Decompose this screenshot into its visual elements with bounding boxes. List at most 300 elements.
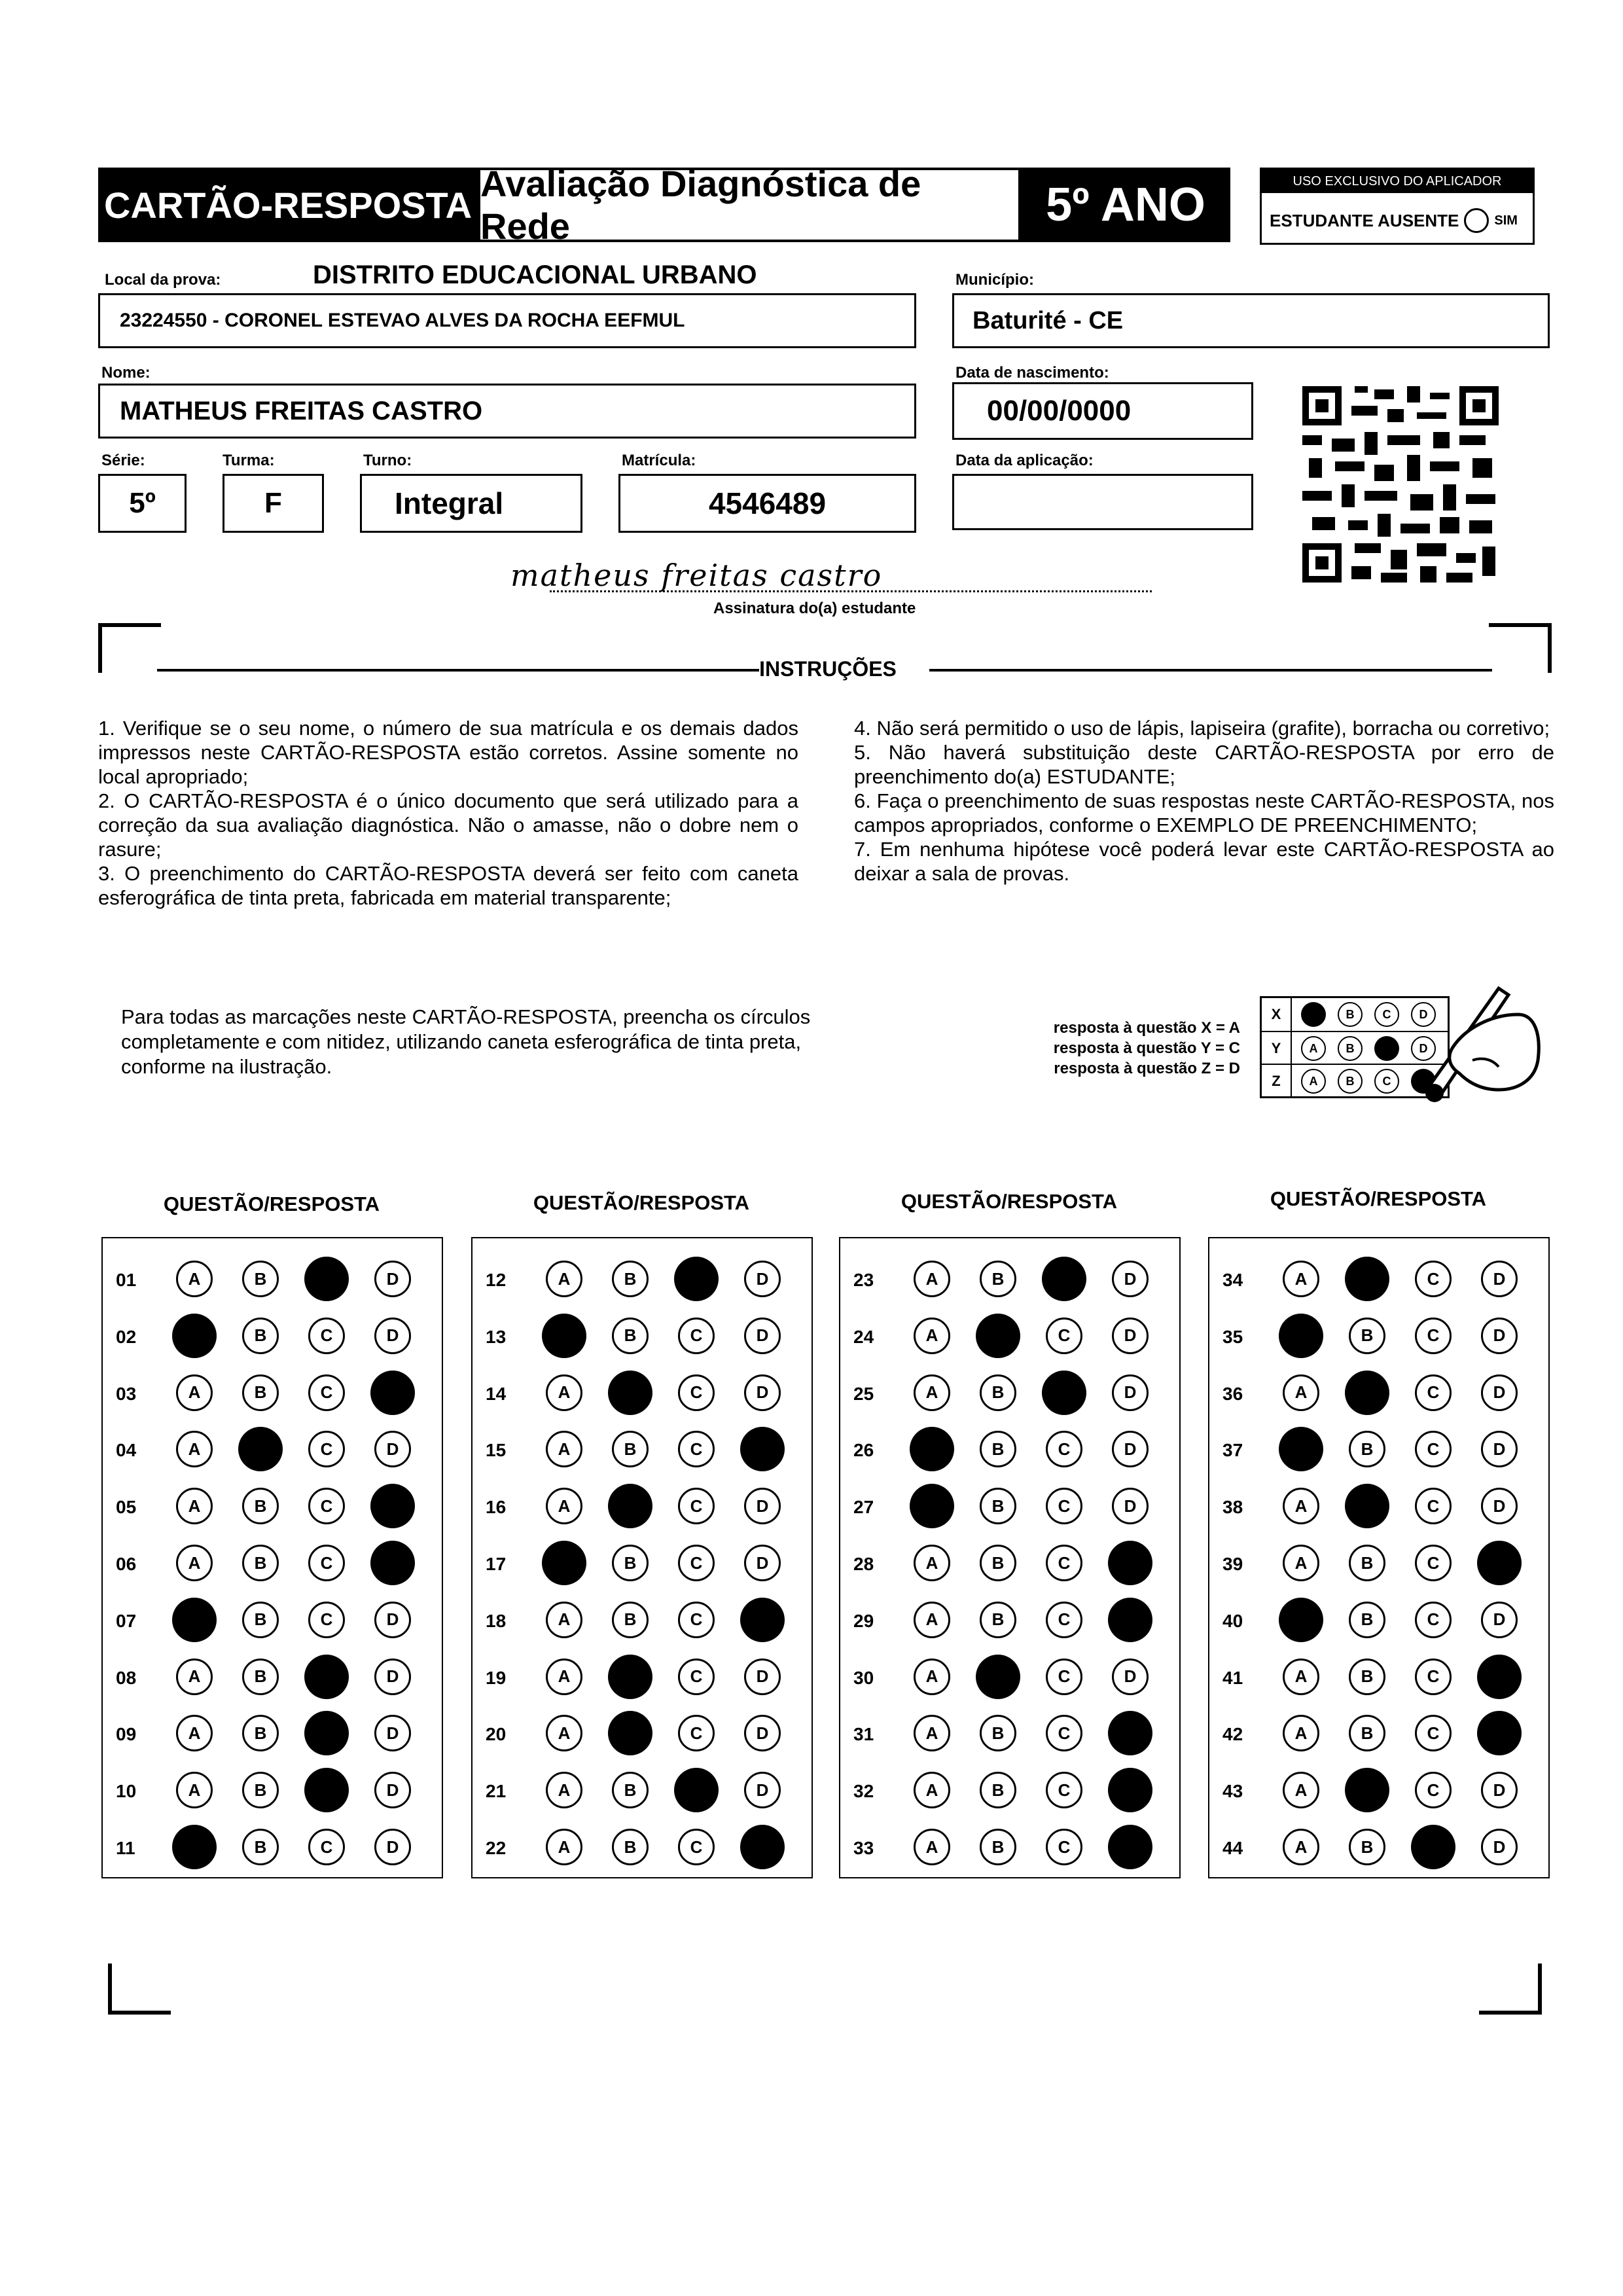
answer-bubble-b[interactable]: B bbox=[242, 1488, 279, 1524]
answer-bubble-d[interactable] bbox=[1108, 1711, 1152, 1755]
answer-bubble-b[interactable] bbox=[976, 1655, 1020, 1699]
answer-bubble-d[interactable]: D bbox=[744, 1772, 781, 1808]
answer-row bbox=[473, 1369, 812, 1416]
answer-bubble-b[interactable]: B bbox=[242, 1715, 279, 1751]
answer-bubble-b[interactable]: B bbox=[242, 1261, 279, 1297]
example-legend-x: resposta à questão X = A bbox=[1053, 1019, 1240, 1037]
answer-row bbox=[473, 1653, 812, 1700]
answer-bubble-b[interactable]: B bbox=[980, 1602, 1016, 1638]
corner-mark-top-left bbox=[98, 623, 161, 673]
question-number: 02 bbox=[116, 1326, 137, 1347]
answer-bubble-c[interactable]: C bbox=[1046, 1488, 1082, 1524]
grade-text: 5º ANO bbox=[1046, 179, 1205, 231]
question-number: 06 bbox=[116, 1554, 137, 1574]
answer-bubble-d[interactable] bbox=[1108, 1598, 1152, 1642]
instruction-5: 5. Não haverá substituição deste CARTÃO-RESPOSTA por erro de preenchimento do(a) ESTUDANTE; bbox=[854, 741, 1554, 788]
answer-bubble-d[interactable]: D bbox=[1112, 1431, 1149, 1467]
question-number: 07 bbox=[116, 1610, 137, 1631]
answer-bubble-a[interactable]: A bbox=[546, 1659, 582, 1695]
answer-row bbox=[473, 1710, 812, 1757]
example-bubble-c bbox=[1374, 1036, 1399, 1061]
answer-bubble-d[interactable]: D bbox=[374, 1318, 411, 1354]
answer-bubble-a[interactable]: A bbox=[1283, 1545, 1319, 1581]
corner-mark-bottom-left bbox=[108, 1964, 171, 2015]
answer-bubble-d[interactable]: D bbox=[744, 1318, 781, 1354]
answer-row bbox=[1209, 1312, 1548, 1359]
answer-bubble-a[interactable]: A bbox=[914, 1715, 950, 1751]
answer-bubble-c[interactable]: C bbox=[308, 1318, 345, 1354]
answer-row bbox=[103, 1653, 442, 1700]
municipio-field bbox=[952, 293, 1550, 348]
question-number: 12 bbox=[486, 1270, 507, 1290]
question-number: 15 bbox=[486, 1440, 507, 1461]
answer-bubble-a[interactable]: A bbox=[914, 1602, 950, 1638]
nascimento-field bbox=[952, 382, 1253, 440]
answer-bubble-a[interactable]: A bbox=[1283, 1261, 1319, 1297]
corner-mark-top-right bbox=[1489, 623, 1552, 673]
answer-bubble-b[interactable]: B bbox=[980, 1431, 1016, 1467]
answer-bubble-c[interactable]: C bbox=[308, 1602, 345, 1638]
answer-bubble-a[interactable]: A bbox=[914, 1261, 950, 1297]
answer-bubble-b[interactable] bbox=[976, 1314, 1020, 1358]
answer-bubble-c[interactable]: C bbox=[678, 1715, 715, 1751]
example-bubble-b: B bbox=[1338, 1036, 1363, 1061]
answer-bubble-a[interactable]: A bbox=[176, 1488, 213, 1524]
answer-bubble-c[interactable] bbox=[304, 1711, 349, 1755]
answer-bubble-a[interactable]: A bbox=[1283, 1772, 1319, 1808]
answer-row bbox=[1209, 1710, 1548, 1757]
question-number: 44 bbox=[1222, 1838, 1243, 1858]
turma-field bbox=[223, 474, 324, 533]
answer-bubble-d[interactable]: D bbox=[744, 1715, 781, 1751]
answer-bubble-b[interactable] bbox=[1345, 1257, 1389, 1301]
answer-bubble-c[interactable] bbox=[304, 1655, 349, 1699]
question-number: 14 bbox=[486, 1383, 507, 1404]
instruction-3: 3. O preenchimento do CARTÃO-RESPOSTA deverá ser feito com caneta esferográfica de tinta preta, fabricada em material transparente; bbox=[98, 862, 798, 909]
instruction-6: 6. Faça o preenchimento de suas respostas neste CARTÃO-RESPOSTA, nos campos apropriados, conforme o EXEMPLO DE PREENCHIMENTO; bbox=[854, 789, 1554, 836]
answer-bubble-a[interactable] bbox=[542, 1541, 586, 1585]
answer-bubble-a[interactable]: A bbox=[546, 1374, 582, 1411]
answer-bubble-d[interactable]: D bbox=[1481, 1261, 1518, 1297]
example-bubble-b: B bbox=[1338, 1069, 1363, 1094]
answer-row bbox=[1209, 1596, 1548, 1643]
answer-bubble-c[interactable] bbox=[304, 1257, 349, 1301]
answer-bubble-c[interactable]: C bbox=[678, 1431, 715, 1467]
answer-bubble-d[interactable] bbox=[740, 1598, 785, 1642]
answer-bubble-a[interactable]: A bbox=[546, 1772, 582, 1808]
card-title bbox=[98, 168, 478, 242]
answer-bubble-c[interactable] bbox=[1042, 1371, 1086, 1415]
answer-bubble-a[interactable]: A bbox=[176, 1261, 213, 1297]
answer-bubble-d[interactable]: D bbox=[374, 1715, 411, 1751]
answer-bubble-b[interactable]: B bbox=[980, 1772, 1016, 1808]
answer-bubble-a[interactable]: A bbox=[176, 1374, 213, 1411]
answer-row bbox=[473, 1823, 812, 1871]
matricula-value: 4546489 bbox=[708, 486, 827, 520]
answer-bubble-c[interactable]: C bbox=[1046, 1715, 1082, 1751]
answer-bubble-d[interactable]: D bbox=[374, 1772, 411, 1808]
answer-bubble-b[interactable]: B bbox=[980, 1374, 1016, 1411]
answer-panel bbox=[839, 1237, 1181, 1878]
answer-bubble-c[interactable]: C bbox=[1415, 1715, 1452, 1751]
answer-bubble-a[interactable]: A bbox=[546, 1261, 582, 1297]
answer-bubble-d[interactable]: D bbox=[1481, 1829, 1518, 1865]
answer-bubble-d[interactable]: D bbox=[1112, 1488, 1149, 1524]
answer-bubble-d[interactable]: D bbox=[1481, 1374, 1518, 1411]
answer-bubble-b[interactable] bbox=[238, 1427, 283, 1471]
answer-bubble-b[interactable]: B bbox=[980, 1261, 1016, 1297]
answer-bubble-d[interactable]: D bbox=[1481, 1488, 1518, 1524]
answer-bubble-b[interactable]: B bbox=[612, 1545, 649, 1581]
answer-bubble-c[interactable]: C bbox=[308, 1488, 345, 1524]
answer-bubble-b[interactable]: B bbox=[980, 1488, 1016, 1524]
school-value: 23224550 - CORONEL ESTEVAO ALVES DA ROCHA EEFMUL bbox=[120, 310, 685, 331]
matricula-field bbox=[618, 474, 916, 533]
answer-bubble-b[interactable]: B bbox=[980, 1545, 1016, 1581]
answer-row bbox=[840, 1539, 1179, 1587]
serie-label: Série: bbox=[101, 452, 145, 469]
grade-label bbox=[1021, 168, 1230, 242]
answer-bubble-d[interactable]: D bbox=[374, 1829, 411, 1865]
instruction-2: 2. O CARTÃO-RESPOSTA é o único documento que será utilizado para a correção da sua avaliação diagnóstica. Não o amasse, não o dobre nem o rasure; bbox=[98, 789, 798, 861]
answer-row bbox=[840, 1596, 1179, 1643]
answer-bubble-d[interactable]: D bbox=[1481, 1772, 1518, 1808]
answer-bubble-a[interactable] bbox=[1279, 1427, 1323, 1471]
absent-checkbox[interactable] bbox=[1464, 208, 1489, 233]
answer-bubble-d[interactable]: D bbox=[374, 1659, 411, 1695]
answer-bubble-c[interactable]: C bbox=[1046, 1545, 1082, 1581]
serie-value: 5º bbox=[129, 487, 156, 519]
answer-bubble-b[interactable]: B bbox=[1349, 1318, 1385, 1354]
answer-bubble-c[interactable]: C bbox=[1046, 1602, 1082, 1638]
absent-label: ESTUDANTE AUSENTE bbox=[1270, 210, 1459, 230]
answer-bubble-b[interactable]: B bbox=[1349, 1602, 1385, 1638]
turno-label: Turno: bbox=[363, 452, 412, 469]
answer-bubble-d[interactable] bbox=[740, 1825, 785, 1869]
answer-bubble-d[interactable]: D bbox=[374, 1261, 411, 1297]
applicator-box bbox=[1260, 168, 1535, 245]
answer-bubble-a[interactable]: A bbox=[914, 1829, 950, 1865]
aplicacao-label: Data da aplicação: bbox=[955, 452, 1094, 469]
question-number: 25 bbox=[853, 1383, 874, 1404]
answer-bubble-c[interactable]: C bbox=[1415, 1261, 1452, 1297]
answer-bubble-c[interactable]: C bbox=[678, 1318, 715, 1354]
answer-row bbox=[1209, 1823, 1548, 1871]
question-number: 26 bbox=[853, 1440, 874, 1461]
answer-bubble-d[interactable] bbox=[1108, 1768, 1152, 1812]
question-number: 35 bbox=[1222, 1326, 1243, 1347]
turno-field bbox=[360, 474, 582, 533]
answer-row bbox=[103, 1539, 442, 1587]
answer-bubble-a[interactable]: A bbox=[176, 1659, 213, 1695]
answer-bubble-b[interactable]: B bbox=[242, 1374, 279, 1411]
answer-bubble-d[interactable]: D bbox=[744, 1261, 781, 1297]
question-number: 04 bbox=[116, 1440, 137, 1461]
answer-bubble-c[interactable]: C bbox=[308, 1374, 345, 1411]
answer-bubble-a[interactable]: A bbox=[914, 1659, 950, 1695]
answer-bubble-a[interactable]: A bbox=[1283, 1715, 1319, 1751]
answer-bubble-b[interactable]: B bbox=[242, 1318, 279, 1354]
answer-bubble-c[interactable]: C bbox=[678, 1659, 715, 1695]
answer-bubble-c[interactable]: C bbox=[1046, 1772, 1082, 1808]
answer-bubble-b[interactable]: B bbox=[612, 1431, 649, 1467]
question-number: 13 bbox=[486, 1326, 507, 1347]
answer-bubble-c[interactable]: C bbox=[308, 1829, 345, 1865]
answer-bubble-a[interactable]: A bbox=[176, 1545, 213, 1581]
answer-bubble-b[interactable] bbox=[1345, 1768, 1389, 1812]
answer-bubble-c[interactable]: C bbox=[1415, 1602, 1452, 1638]
question-number: 23 bbox=[853, 1270, 874, 1290]
answer-row bbox=[103, 1823, 442, 1871]
answer-bubble-d[interactable]: D bbox=[1481, 1318, 1518, 1354]
answer-row bbox=[1209, 1539, 1548, 1587]
instructions-right bbox=[854, 716, 1554, 886]
nascimento-value: 00/00/0000 bbox=[987, 395, 1132, 427]
exam-title bbox=[478, 163, 1021, 247]
answer-bubble-c[interactable]: C bbox=[678, 1829, 715, 1865]
answer-panel bbox=[101, 1237, 443, 1878]
answer-bubble-d[interactable] bbox=[1108, 1541, 1152, 1585]
answer-bubble-d[interactable] bbox=[1477, 1655, 1522, 1699]
answer-bubble-b[interactable]: B bbox=[1349, 1715, 1385, 1751]
answer-bubble-a[interactable] bbox=[542, 1314, 586, 1358]
example-row-label: Y bbox=[1262, 1032, 1292, 1065]
answer-column-title: QUESTÃO/RESPOSTA bbox=[533, 1191, 750, 1214]
example-bubble-c: C bbox=[1374, 1002, 1399, 1027]
corner-mark-bottom-right bbox=[1479, 1964, 1542, 2015]
answer-bubble-d[interactable]: D bbox=[374, 1602, 411, 1638]
answer-bubble-b[interactable]: B bbox=[242, 1545, 279, 1581]
example-legend-z: resposta à questão Z = D bbox=[1054, 1060, 1240, 1077]
answer-bubble-c[interactable]: C bbox=[678, 1374, 715, 1411]
instructions-rule-right bbox=[929, 669, 1492, 672]
answer-bubble-a[interactable]: A bbox=[546, 1488, 582, 1524]
answer-row bbox=[103, 1482, 442, 1530]
municipio-label: Município: bbox=[955, 271, 1034, 289]
question-number: 30 bbox=[853, 1667, 874, 1688]
answer-row bbox=[1209, 1255, 1548, 1302]
answer-bubble-c[interactable]: C bbox=[1415, 1545, 1452, 1581]
pen-hand-illustration bbox=[1420, 975, 1544, 1106]
question-number: 19 bbox=[486, 1667, 507, 1688]
answer-bubble-d[interactable]: D bbox=[1112, 1261, 1149, 1297]
answer-column-title: QUESTÃO/RESPOSTA bbox=[163, 1193, 380, 1215]
answer-bubble-b[interactable]: B bbox=[242, 1829, 279, 1865]
answer-row bbox=[1209, 1653, 1548, 1700]
answer-bubble-c[interactable] bbox=[1411, 1825, 1455, 1869]
answer-row bbox=[473, 1426, 812, 1473]
answer-bubble-b[interactable]: B bbox=[242, 1659, 279, 1695]
answer-bubble-b[interactable] bbox=[1345, 1484, 1389, 1528]
example-bubble-a: A bbox=[1301, 1069, 1326, 1094]
answer-bubble-a[interactable]: A bbox=[546, 1829, 582, 1865]
answer-bubble-d[interactable]: D bbox=[1481, 1431, 1518, 1467]
question-number: 24 bbox=[853, 1326, 874, 1347]
answer-row bbox=[840, 1482, 1179, 1530]
answer-row bbox=[840, 1369, 1179, 1416]
question-number: 10 bbox=[116, 1781, 137, 1802]
instruction-7: 7. Em nenhuma hipótese você poderá levar este CARTÃO-RESPOSTA ao deixar a sala de provas. bbox=[854, 838, 1554, 885]
nome-field bbox=[98, 384, 916, 439]
answer-bubble-c[interactable] bbox=[674, 1257, 719, 1301]
answer-bubble-a[interactable]: A bbox=[1283, 1659, 1319, 1695]
answer-bubble-d[interactable] bbox=[740, 1427, 785, 1471]
signature-line bbox=[550, 590, 1152, 592]
question-number: 36 bbox=[1222, 1383, 1243, 1404]
answer-row bbox=[473, 1482, 812, 1530]
answer-bubble-b[interactable] bbox=[1345, 1371, 1389, 1415]
school-field bbox=[98, 293, 916, 348]
answer-row bbox=[103, 1312, 442, 1359]
answer-bubble-d[interactable]: D bbox=[1481, 1602, 1518, 1638]
answer-bubble-b[interactable]: B bbox=[980, 1715, 1016, 1751]
answer-bubble-b[interactable] bbox=[608, 1371, 652, 1415]
answer-bubble-b[interactable]: B bbox=[980, 1829, 1016, 1865]
answer-bubble-d[interactable] bbox=[370, 1541, 415, 1585]
answer-bubble-c[interactable]: C bbox=[678, 1488, 715, 1524]
example-legend-y: resposta à questão Y = C bbox=[1053, 1039, 1240, 1057]
answer-bubble-a[interactable]: A bbox=[914, 1772, 950, 1808]
matricula-label: Matrícula: bbox=[622, 452, 696, 469]
question-number: 31 bbox=[853, 1724, 874, 1745]
answer-row bbox=[840, 1823, 1179, 1871]
answer-bubble-a[interactable] bbox=[172, 1598, 217, 1642]
answer-bubble-c[interactable]: C bbox=[1415, 1659, 1452, 1695]
turma-value: F bbox=[264, 487, 282, 519]
answer-row bbox=[840, 1710, 1179, 1757]
answer-bubble-d[interactable]: D bbox=[744, 1659, 781, 1695]
answer-bubble-d[interactable]: D bbox=[1112, 1374, 1149, 1411]
answer-row bbox=[840, 1255, 1179, 1302]
answer-bubble-c[interactable]: C bbox=[1046, 1318, 1082, 1354]
answer-bubble-b[interactable] bbox=[608, 1655, 652, 1699]
question-number: 39 bbox=[1222, 1554, 1243, 1574]
answer-row bbox=[103, 1426, 442, 1473]
answer-bubble-c[interactable]: C bbox=[1415, 1431, 1452, 1467]
instructions-rule-left bbox=[157, 669, 759, 672]
answer-bubble-d[interactable]: D bbox=[744, 1545, 781, 1581]
example-bubble-c: C bbox=[1374, 1069, 1399, 1094]
answer-row bbox=[103, 1369, 442, 1416]
answer-bubble-c[interactable]: C bbox=[308, 1545, 345, 1581]
answer-bubble-a[interactable] bbox=[1279, 1598, 1323, 1642]
answer-bubble-c[interactable]: C bbox=[678, 1602, 715, 1638]
answer-bubble-c[interactable]: C bbox=[1415, 1318, 1452, 1354]
answer-bubble-d[interactable]: D bbox=[1112, 1318, 1149, 1354]
answer-bubble-b[interactable]: B bbox=[242, 1772, 279, 1808]
answer-bubble-a[interactable]: A bbox=[176, 1431, 213, 1467]
example-row-label: X bbox=[1262, 998, 1292, 1031]
answer-bubble-a[interactable]: A bbox=[176, 1772, 213, 1808]
answer-bubble-b[interactable]: B bbox=[1349, 1659, 1385, 1695]
question-number: 42 bbox=[1222, 1724, 1243, 1745]
question-number: 17 bbox=[486, 1554, 507, 1574]
question-number: 43 bbox=[1222, 1781, 1243, 1802]
answer-row bbox=[1209, 1482, 1548, 1530]
answer-bubble-c[interactable] bbox=[1042, 1257, 1086, 1301]
answer-bubble-c[interactable]: C bbox=[1415, 1374, 1452, 1411]
answer-bubble-d[interactable] bbox=[370, 1371, 415, 1415]
absent-yes-label: SIM bbox=[1494, 213, 1518, 228]
answer-row bbox=[840, 1426, 1179, 1473]
question-number: 11 bbox=[116, 1838, 135, 1858]
turno-value: Integral bbox=[395, 486, 504, 520]
answer-bubble-a[interactable] bbox=[910, 1484, 954, 1528]
answer-bubble-a[interactable]: A bbox=[1283, 1829, 1319, 1865]
answer-row bbox=[103, 1255, 442, 1302]
answer-bubble-a[interactable]: A bbox=[546, 1602, 582, 1638]
answer-bubble-b[interactable] bbox=[608, 1484, 652, 1528]
answer-bubble-a[interactable] bbox=[910, 1427, 954, 1471]
answer-bubble-a[interactable]: A bbox=[914, 1374, 950, 1411]
aplicacao-field bbox=[952, 474, 1253, 530]
answer-bubble-d[interactable]: D bbox=[374, 1431, 411, 1467]
answer-bubble-b[interactable]: B bbox=[1349, 1545, 1385, 1581]
answer-row bbox=[473, 1255, 812, 1302]
instructions-left bbox=[98, 716, 798, 910]
answer-bubble-a[interactable]: A bbox=[914, 1318, 950, 1354]
answer-bubble-a[interactable]: A bbox=[914, 1545, 950, 1581]
answer-bubble-d[interactable]: D bbox=[744, 1488, 781, 1524]
question-number: 16 bbox=[486, 1497, 507, 1518]
question-number: 05 bbox=[116, 1497, 137, 1518]
answer-bubble-d[interactable] bbox=[1477, 1711, 1522, 1755]
answer-row bbox=[473, 1312, 812, 1359]
answer-bubble-b[interactable]: B bbox=[612, 1829, 649, 1865]
answer-bubble-c[interactable]: C bbox=[1046, 1829, 1082, 1865]
answer-bubble-b[interactable]: B bbox=[242, 1602, 279, 1638]
answer-bubble-c[interactable]: C bbox=[678, 1545, 715, 1581]
answer-bubble-b[interactable]: B bbox=[612, 1772, 649, 1808]
answer-bubble-c[interactable]: C bbox=[1046, 1659, 1082, 1695]
answer-bubble-b[interactable]: B bbox=[1349, 1829, 1385, 1865]
answer-bubble-c[interactable]: C bbox=[1415, 1772, 1452, 1808]
answer-bubble-d[interactable] bbox=[370, 1484, 415, 1528]
answer-bubble-a[interactable]: A bbox=[1283, 1374, 1319, 1411]
serie-field bbox=[98, 474, 187, 533]
answer-bubble-a[interactable]: A bbox=[546, 1715, 582, 1751]
nome-label: Nome: bbox=[101, 364, 151, 382]
card-title-text: CARTÃO-RESPOSTA bbox=[103, 184, 473, 226]
answer-bubble-a[interactable]: A bbox=[546, 1431, 582, 1467]
answer-bubble-a[interactable] bbox=[172, 1825, 217, 1869]
answer-bubble-d[interactable]: D bbox=[744, 1374, 781, 1411]
local-value: DISTRITO EDUCACIONAL URBANO bbox=[313, 260, 757, 289]
answer-bubble-b[interactable]: B bbox=[612, 1261, 649, 1297]
answer-bubble-a[interactable]: A bbox=[176, 1715, 213, 1751]
answer-bubble-b[interactable]: B bbox=[612, 1602, 649, 1638]
answer-bubble-d[interactable] bbox=[1477, 1541, 1522, 1585]
answer-row bbox=[1209, 1369, 1548, 1416]
answer-bubble-c[interactable] bbox=[674, 1768, 719, 1812]
answer-bubble-b[interactable]: B bbox=[1349, 1431, 1385, 1467]
nascimento-label: Data de nascimento: bbox=[955, 364, 1109, 382]
answer-bubble-c[interactable]: C bbox=[1046, 1431, 1082, 1467]
answer-bubble-a[interactable] bbox=[172, 1314, 217, 1358]
answer-bubble-a[interactable]: A bbox=[1283, 1488, 1319, 1524]
answer-bubble-c[interactable] bbox=[304, 1768, 349, 1812]
exam-title-text: Avaliação Diagnóstica de Rede bbox=[480, 163, 921, 247]
answer-bubble-c[interactable]: C bbox=[308, 1431, 345, 1467]
answer-bubble-a[interactable] bbox=[1279, 1314, 1323, 1358]
answer-bubble-b[interactable]: B bbox=[612, 1318, 649, 1354]
answer-bubble-d[interactable] bbox=[1108, 1825, 1152, 1869]
question-number: 18 bbox=[486, 1610, 507, 1631]
answer-bubble-d[interactable]: D bbox=[1112, 1659, 1149, 1695]
answer-bubble-b[interactable] bbox=[608, 1711, 652, 1755]
answer-bubble-c[interactable]: C bbox=[1415, 1488, 1452, 1524]
example-legend bbox=[1018, 1018, 1240, 1079]
